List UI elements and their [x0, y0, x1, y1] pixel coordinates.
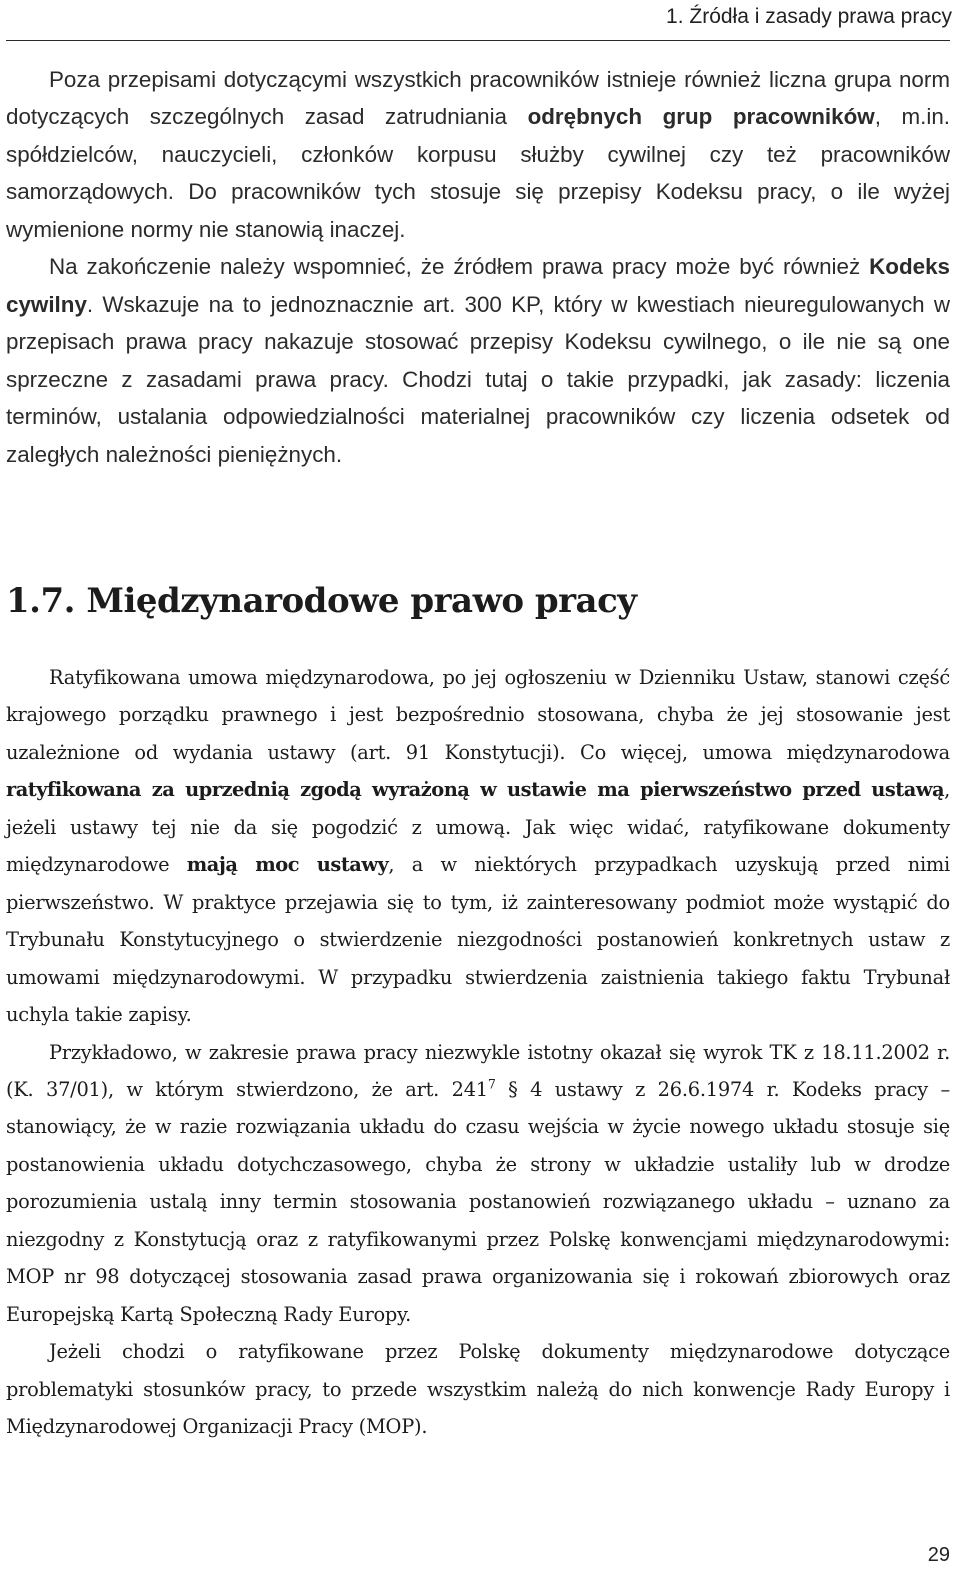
paragraph: [6, 1034, 950, 1334]
paragraph: [6, 1333, 950, 1445]
paragraph: [6, 61, 950, 248]
page-number: 29: [927, 1544, 950, 1566]
superscript: 7: [487, 1076, 496, 1092]
section-body: [6, 659, 950, 1446]
emphasis-text: ratyfikowana za uprzednią zgodą wyrażoną w ustawie ma pierwszeństwo przed ustawą: [6, 778, 945, 802]
paragraph: [6, 248, 950, 473]
paragraph-text: Na zakończenie należy wspomnieć, że źródłem prawa pracy może być również: [49, 254, 870, 280]
paragraph-text: Ratyfikowana umowa międzynarodowa, po jej ogłoszeniu w Dzienniku Ustaw, stanowi część krajowego porządku prawnego i jest bezpośrednio stosowana, chyba że jej stosowanie jest uzależnione od wydania ustawy (art. 91 Konstytucji). Co więcej, umowa międzynarodowa: [6, 666, 950, 764]
paragraph: [6, 659, 950, 1034]
paragraph-text: . Wskazuje na to jednoznacznie art. 300 KP, który w kwestiach nieuregulowanych w przepisach prawa pracy nakazuje stosować przepisy Kodeksu cywilnego, o ile nie są one sprzeczne z zasadami prawa pracy. Chodzi tutaj o takie przypadki, jak zasady: liczenia terminów, ustalania odpowiedzialności materialnej pracowników czy liczenia odsetek od zaległych należności pieniężnych.: [6, 291, 950, 467]
emphasis-text: Kodeks cywilny: [6, 254, 950, 317]
paragraph-text: , jeżeli ustawy tej nie da się pogodzić z umową. Jak więc widać, ratyfikowane dokumenty międzynarodowe: [6, 778, 950, 877]
paragraph-text: , a w niektórych przypadkach uzyskują przed nimi pierwszeństwo. W praktyce przejawia się to tym, iż zainteresowany podmiot może wystąpić do Trybunału Konstytucyjnego o stwierdzenie niezgodności postanowień konkretnych ustaw z umowami międzynarodowymi. W przypadku stwierdzenia zaistnienia takiego faktu Trybunał uchyla takie zapisy.: [6, 853, 950, 1027]
emphasis-text: mają moc ustawy: [186, 853, 389, 877]
paragraph-text: , m.in. spółdzielców, nauczycieli, członków korpusu służby cywilnej czy też pracowników samorządowych. Do pracowników tych stosuje się przepisy Kodeksu pracy, o ile wyżej wymienione normy nie stanowią inaczej.: [6, 104, 950, 242]
header-rule: [6, 40, 950, 41]
section-heading: 1.7. Międzynarodowe prawo pracy: [6, 581, 637, 621]
running-head: 1. Źródła i zasady prawa pracy: [666, 5, 952, 28]
intro-text: [6, 61, 950, 473]
paragraph-text: Poza przepisami dotyczącymi wszystkich pracowników istnieje również liczna grupa norm dotyczących szczególnych zasad zatrudniania: [6, 67, 950, 130]
emphasis-text: odrębnych grup pracowników: [527, 104, 875, 130]
paragraph-text: Jeżeli chodzi o ratyfikowane przez Polskę dokumenty międzynarodowe dotyczące problematyki stosunków pracy, to przede wszystkim należą do nich konwencje Rady Europy i Międzynarodowej Organizacji Pracy (MOP).: [6, 1340, 950, 1439]
paragraph-text: § 4 ustawy z 26.6.1974 r. Kodeks pracy – stanowiący, że w razie rozwiązania układu do czasu wejścia w życie nowego układu stosuje się postanowienia układu dotychczasowego, chyba że strony w układzie ustaliły lub w drodze porozumienia ustalą inny termin stosowania postanowień rozwiązanego układu – uznano za niezgodny z Konstytucją oraz z ratyfikowanymi przez Polskę konwencjami międzynarodowymi: MOP nr 98 dotyczącej stosowania zasad prawa organizowania się i rokowań zbiorowych oraz Europejską Kartą Społeczną Rady Europy.: [6, 1077, 950, 1326]
paragraph-text: Przykładowo, w zakresie prawa pracy niezwykle istotny okazał się wyrok TK z 18.11.2002 r. (K. 37/01), w którym stwierdzono, że art. 241: [6, 1040, 950, 1101]
